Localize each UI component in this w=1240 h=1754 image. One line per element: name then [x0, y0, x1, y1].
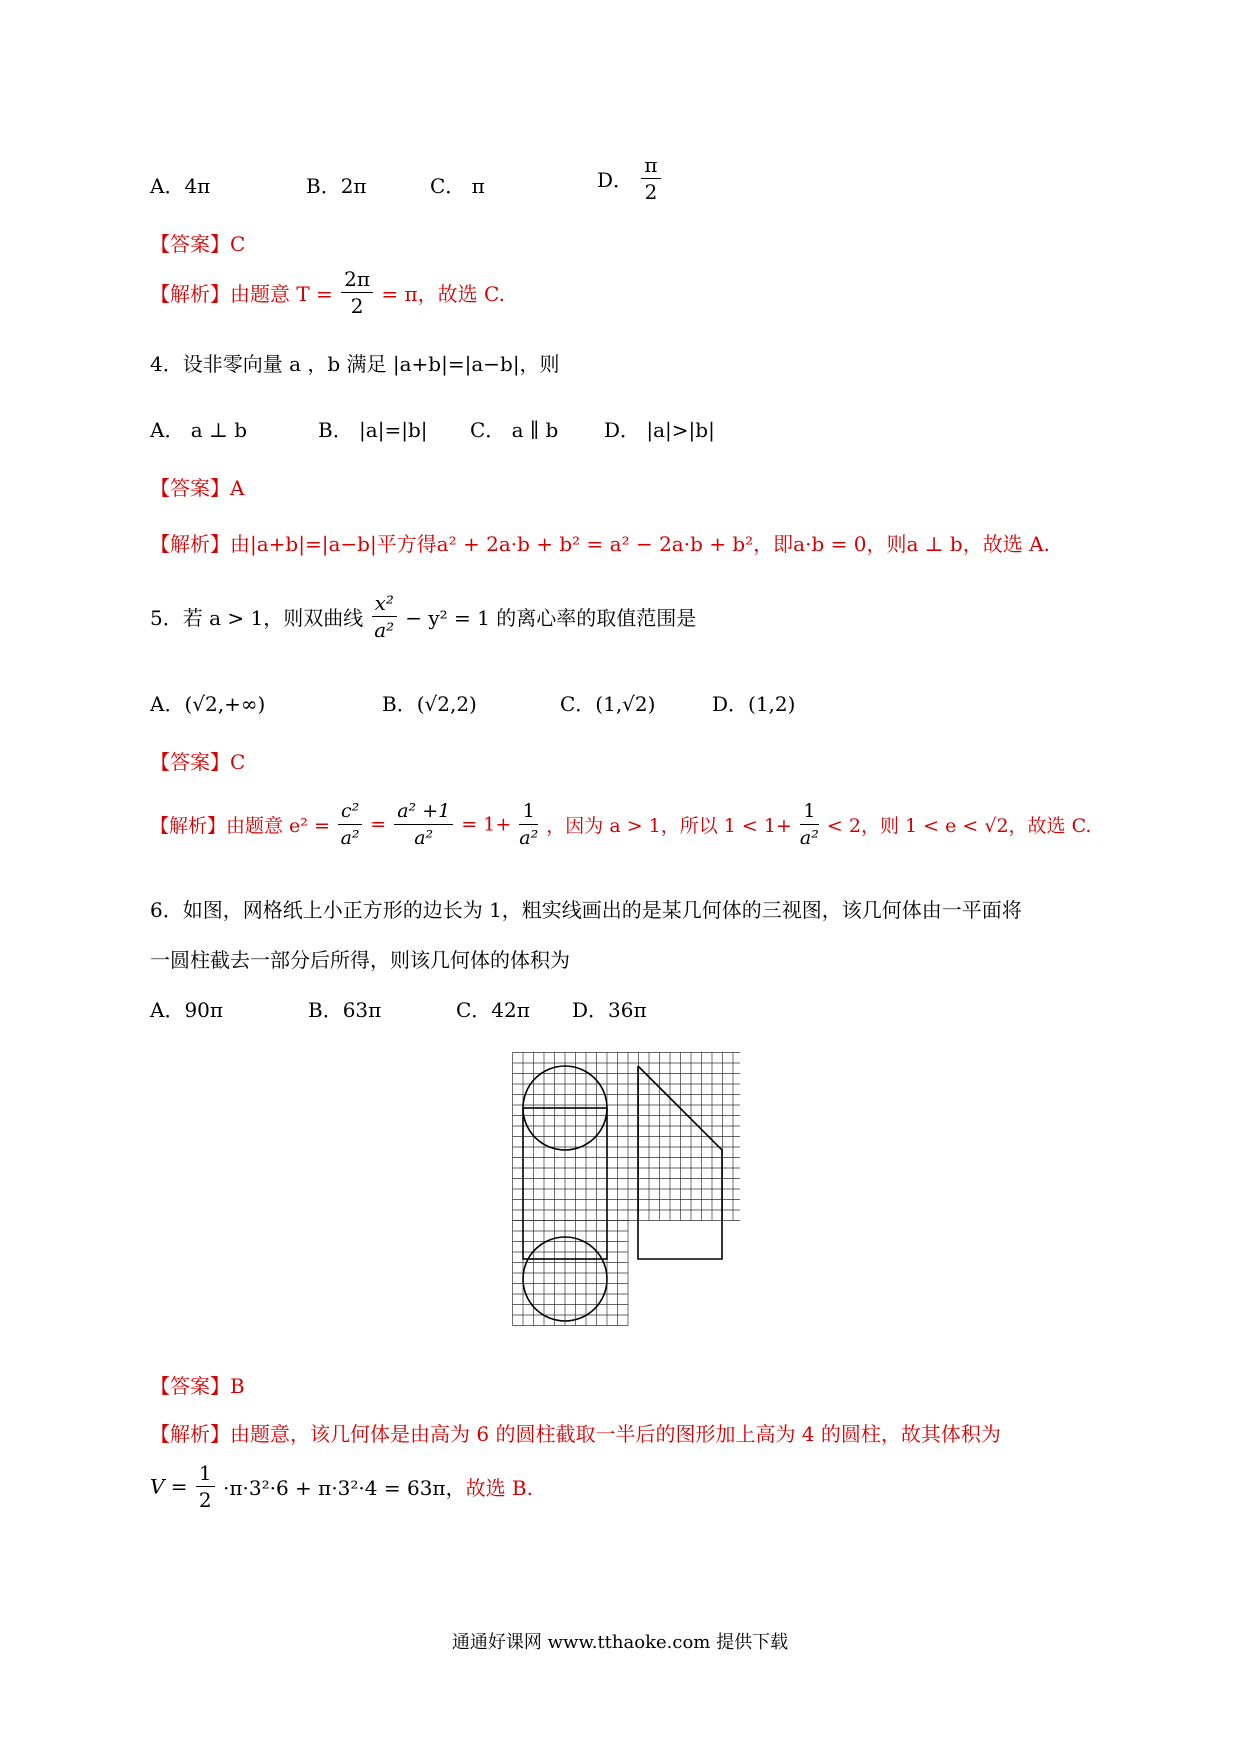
- analysis-part: =: [370, 813, 387, 836]
- analysis-text: 由题意，该几何体是由高为 6 的圆柱截取一半后的图形加上高为 4 的圆柱，故其体积为: [230, 1422, 1001, 1446]
- q4-answer: [150, 472, 244, 501]
- analysis-fraction-4: [800, 798, 819, 851]
- q6-option-b: B．63π: [308, 998, 382, 1022]
- analysis-fraction-3: [519, 798, 538, 851]
- answer-value: A: [230, 476, 245, 500]
- q4-stem: 4．设非零向量 a ，b 满足 |a+b|=|a−b|，则: [150, 352, 560, 376]
- q6-option-a: A．90π: [150, 998, 224, 1022]
- side-view-trapezoid: [638, 1066, 722, 1259]
- analysis-part: ，因为 a > 1，所以 1 < 1+: [546, 815, 792, 837]
- answer-label: 【答案】: [150, 232, 230, 256]
- figure-grid-lower: [513, 1221, 629, 1326]
- q3-option-c: C． π: [430, 174, 485, 198]
- q5-option-a: A．(√2,+∞): [150, 692, 266, 716]
- q5-stem-fraction: [372, 590, 397, 643]
- q3-option-d-prefix: D．: [597, 168, 634, 192]
- fraction-den: a²: [340, 827, 360, 849]
- q5-stem-post: − y² = 1 的离心率的取值范围是: [405, 606, 697, 630]
- figure-grid-upper: [513, 1053, 741, 1221]
- answer-value: C: [230, 232, 246, 256]
- fraction-num: x²: [372, 590, 397, 617]
- analysis-fraction-2: [394, 798, 453, 851]
- q4-option-d: D． |a|>|b|: [604, 418, 715, 442]
- q3-option-a: A．4π: [150, 174, 211, 198]
- fraction-num: 1: [519, 798, 538, 825]
- q5-answer: [150, 746, 245, 775]
- q6-stem-line2: 一圆柱截去一部分后所得，则该几何体的体积为: [150, 948, 570, 972]
- fraction-den: a²: [374, 618, 395, 642]
- fraction-num: 1: [800, 798, 819, 825]
- q6-answer: [150, 1370, 245, 1399]
- q5-option-c: C．(1,√2): [560, 692, 656, 716]
- fraction-num: c²: [338, 798, 362, 825]
- q5-stem-pre: 5．若 a > 1，则双曲线: [150, 606, 364, 630]
- analysis-formula-pre: V =: [150, 1474, 188, 1499]
- fraction-den: 2: [350, 294, 364, 318]
- q4-option-a: A． a ⊥ b: [150, 418, 248, 442]
- q3-option-d-num: π: [641, 152, 660, 179]
- answer-label: 【答案】: [150, 1374, 230, 1398]
- analysis-part: 由题意 e² =: [226, 815, 330, 837]
- fraction-den: a²: [799, 827, 819, 849]
- q5-option-d: D．(1,2): [712, 692, 796, 716]
- q3-option-b: B．2π: [306, 174, 367, 198]
- answer-value: C: [230, 750, 246, 774]
- fraction-num: 1: [196, 1460, 215, 1487]
- q3-option-d-den: 2: [644, 180, 658, 204]
- analysis-label: 【解析】: [150, 1422, 230, 1446]
- analysis-label: 【解析】: [150, 282, 230, 306]
- q3-answer: [150, 228, 245, 257]
- analysis-formula-post: ·π·3²·6 + π·3²·4 = 63π，: [223, 1476, 466, 1500]
- analysis-text: 由|a+b|=|a−b|平方得a² + 2a·b + b² = a² − 2a·b + b²，即a·b = 0，则a ⊥ b，故选 A.: [230, 532, 1050, 556]
- q4-option-b: B． |a|=|b|: [318, 418, 428, 442]
- answer-value: B: [230, 1374, 245, 1398]
- fraction-den: 2: [198, 1488, 212, 1512]
- q3-option-d: [597, 152, 663, 205]
- analysis-text: 由题意 T =: [230, 282, 333, 306]
- page-footer: 通通好课网 www.tthaoke.com 提供下载: [451, 1632, 789, 1653]
- q5-stem: [150, 590, 696, 643]
- q6-option-d: D．36π: [572, 998, 647, 1022]
- fraction-num: a² +1: [394, 798, 453, 825]
- q4-option-c: C． a ∥ b: [470, 418, 559, 442]
- q3-option-d-fraction: [641, 152, 660, 205]
- q5-analysis: [150, 798, 1091, 851]
- analysis-fraction: [341, 266, 373, 319]
- analysis-label: 【解析】: [150, 532, 230, 556]
- q6-analysis-line2: [150, 1460, 533, 1513]
- q6-option-c: C．42π: [456, 998, 530, 1022]
- analysis-fraction-1: [338, 798, 362, 851]
- fraction-num: 2π: [341, 266, 373, 293]
- analysis-label: 【解析】: [150, 815, 227, 837]
- answer-label: 【答案】: [150, 750, 230, 774]
- q4-analysis: [150, 528, 1050, 557]
- answer-label: 【答案】: [150, 476, 230, 500]
- analysis-part: = 1+: [461, 813, 512, 836]
- q3-analysis: [150, 266, 505, 319]
- analysis-text-post: = π，故选 C.: [381, 282, 505, 306]
- q6-analysis-line1: [150, 1418, 1001, 1447]
- fraction-den: a²: [519, 827, 539, 849]
- analysis-conclusion: 故选 B.: [465, 1476, 533, 1500]
- fraction-den: a²: [414, 827, 434, 849]
- q6-stem-line1: 6．如图，网格纸上小正方形的边长为 1，粗实线画出的是某几何体的三视图，该几何体由一平面将: [150, 898, 1022, 922]
- q5-option-b: B．(√2,2): [382, 692, 477, 716]
- three-view-figure: [508, 1049, 740, 1335]
- analysis-part: < 2，则 1 < e < √2，故选 C.: [826, 815, 1092, 837]
- analysis-fraction: [196, 1460, 215, 1513]
